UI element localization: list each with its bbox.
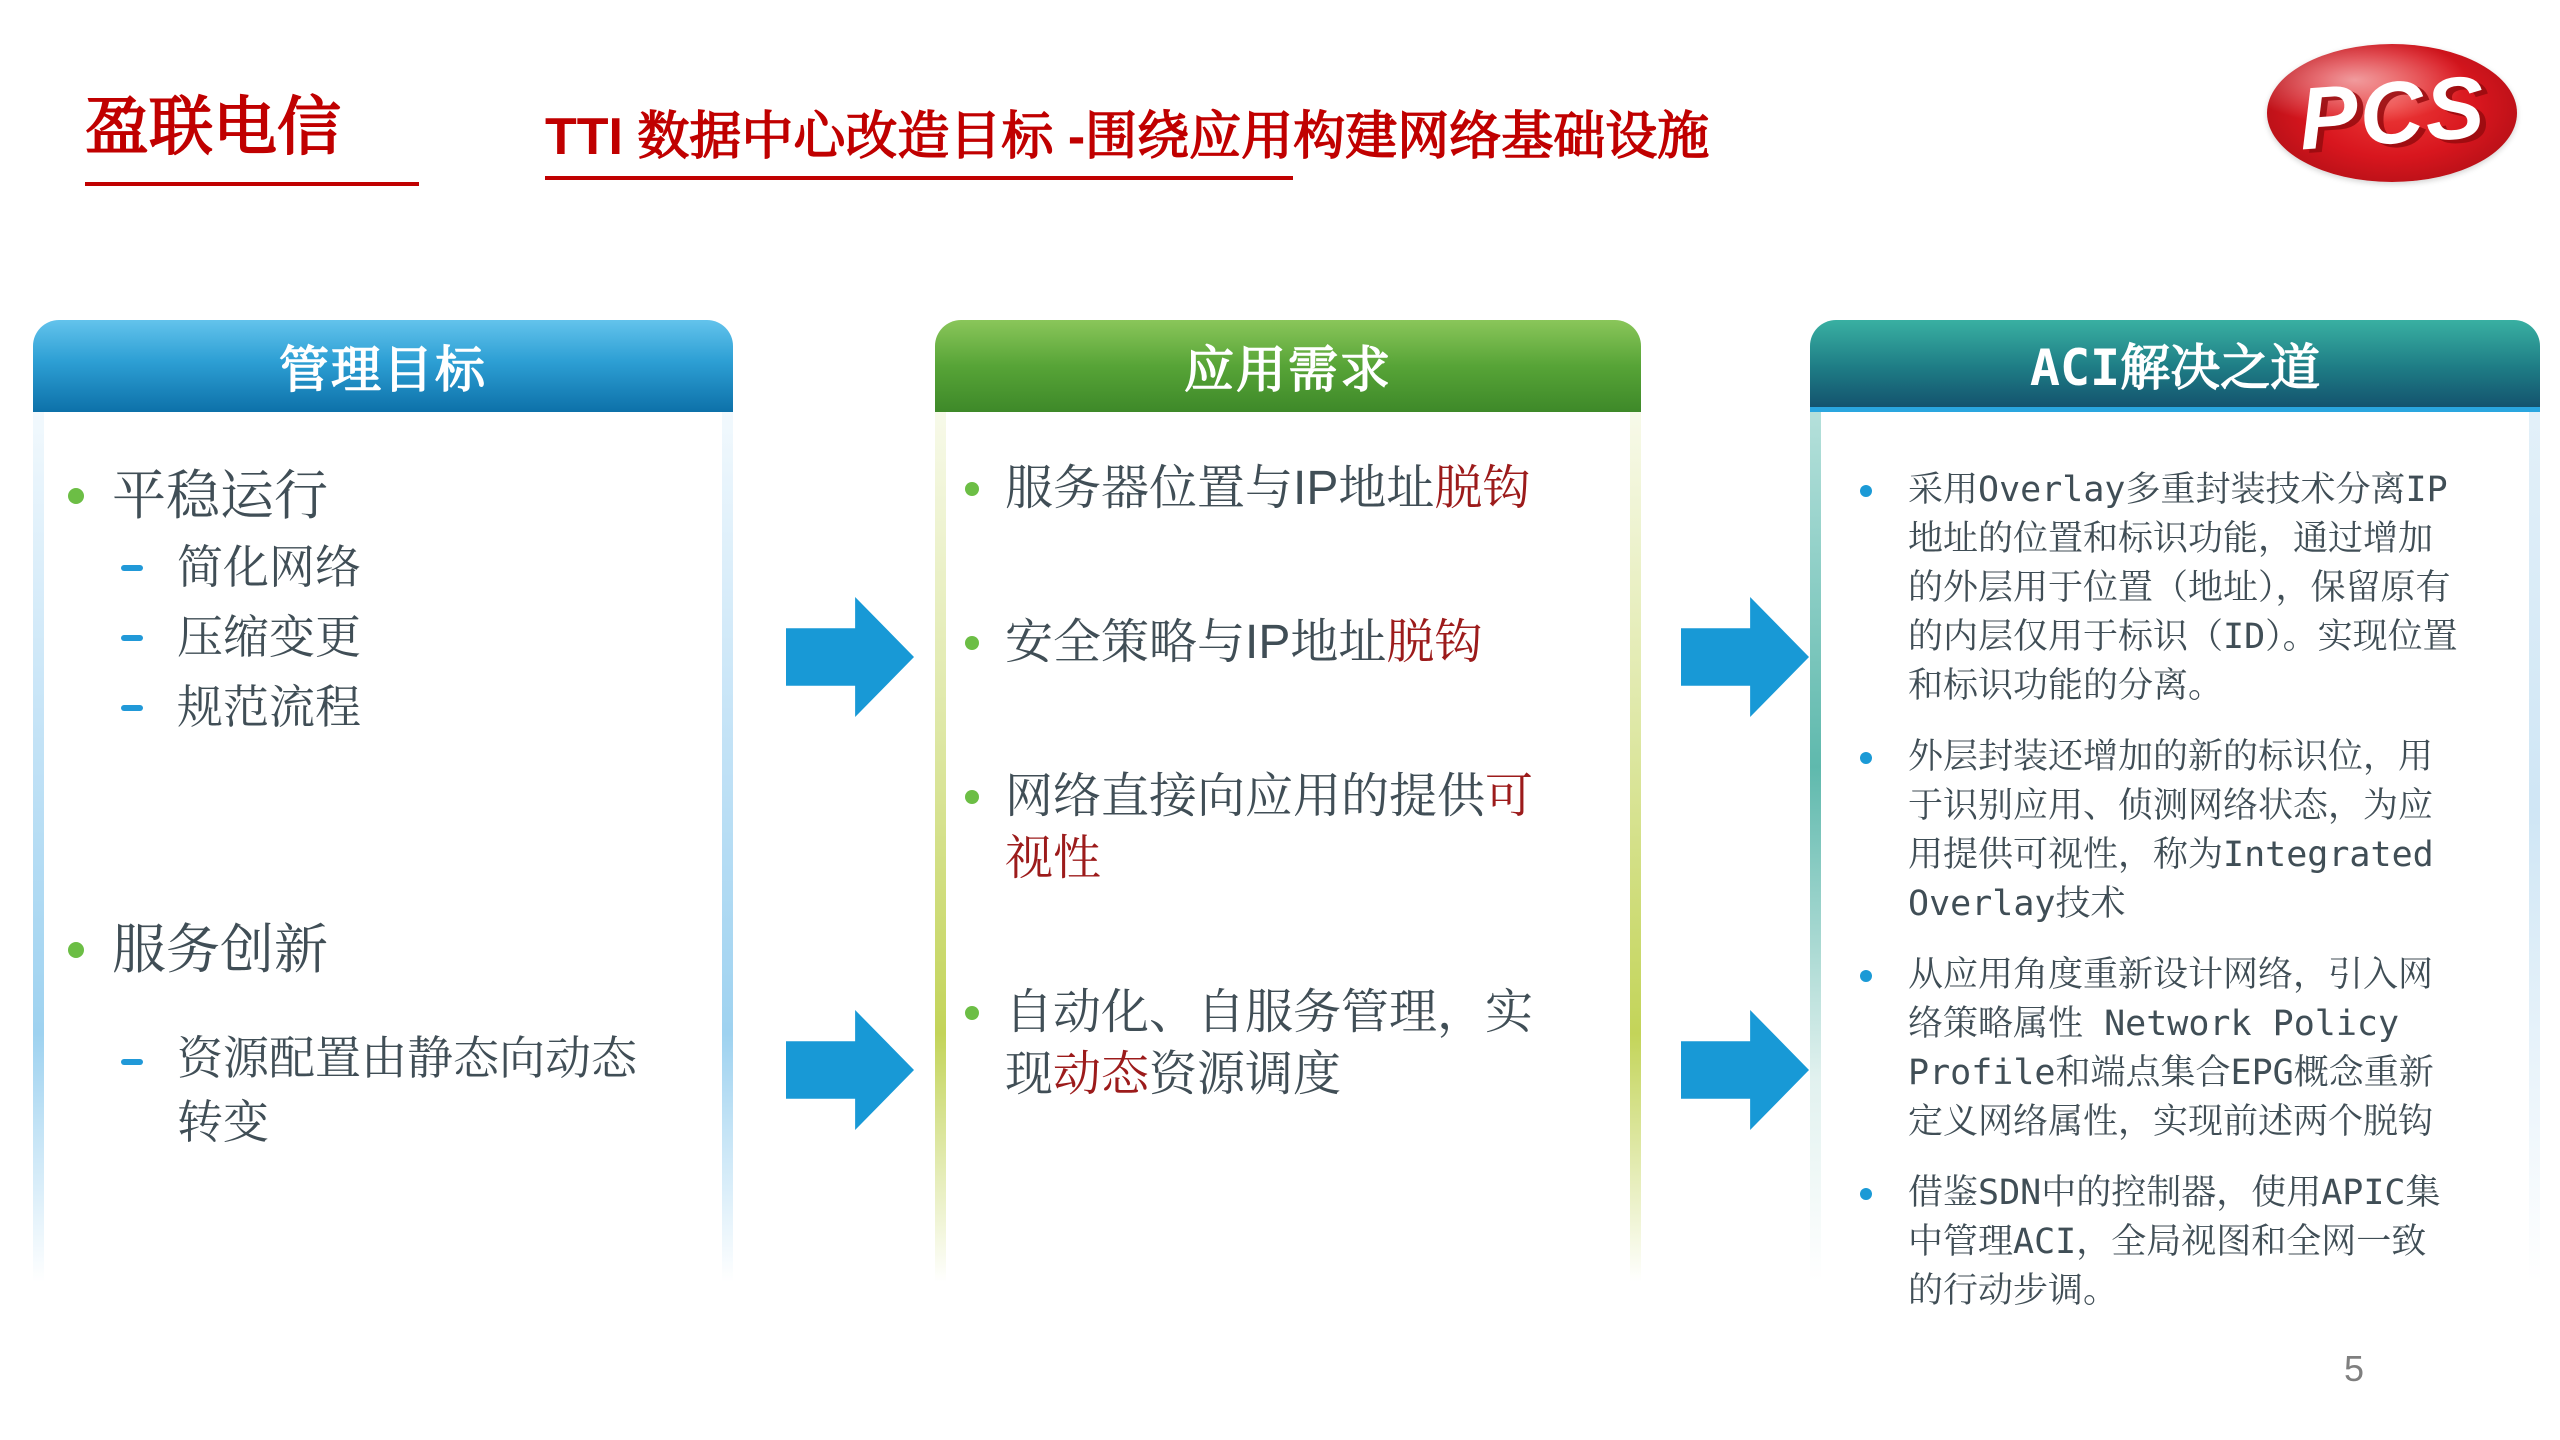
pcs-logo-text: PCS (2295, 56, 2489, 169)
panel-edge-left (1810, 412, 1821, 1300)
item-text (1005, 458, 1530, 520)
bullet-dot-icon (1860, 970, 1872, 982)
panel-edge-left (33, 412, 44, 1300)
item-text: 借鉴SDN中的控制器，使用APIC集中管理ACI，全局视图和全网一致的行动步调。 (1908, 1173, 2441, 1311)
group-title: 平稳运行 (112, 466, 328, 526)
list-item (1860, 951, 2540, 1147)
dash-bullet-icon (121, 565, 143, 571)
item-text: 外层封装还增加的新的标识位，用于识别应用、侦测网络状态，为应用提供可视性，称为Integrated Overlay技术 (1908, 737, 2434, 924)
bullet-dot-icon (1860, 1188, 1872, 1200)
panel-aci-solution-header: ACI解决之道 (1810, 320, 2540, 412)
slide-title-rest: 构建网络基础设施 (1293, 108, 1710, 166)
panel-application-requirements-body (935, 412, 1641, 1300)
list-item (121, 532, 713, 602)
item-text (1005, 982, 1565, 1106)
flow-arrow-icon (1681, 597, 1809, 717)
list-item (965, 612, 1641, 674)
dash-bullet-icon (121, 635, 143, 641)
item-text: 从应用角度重新设计网络，引入网络策略属性 Network Policy Profile和端点集合EPG概念重新定义网络属性，实现前述两个脱钩 (1908, 955, 2434, 1142)
bullet-dot-icon (965, 482, 979, 496)
bullet-dot-icon (965, 636, 979, 650)
goal-group-service-innovation (68, 914, 713, 1154)
slide-title-underlined: TTI 数据中心改造目标 -围绕应用 (545, 108, 1293, 180)
item-text-plain: 网络直接向应用的提供 (1005, 770, 1486, 823)
item-text (1005, 766, 1565, 890)
slide-title (545, 94, 1709, 169)
panel-edge-right (722, 412, 733, 1300)
list-item (965, 982, 1641, 1106)
item-text-emphasis: 脱钩 (1434, 462, 1531, 515)
bullet-dot-icon (68, 488, 84, 504)
goal-group-stable-operation (68, 460, 713, 742)
panel-aci-solution (1810, 320, 2540, 1311)
panel-edge-right (1630, 412, 1641, 1300)
sub-item-text: 简化网络 (177, 541, 361, 593)
page-number: 5 (2344, 1348, 2365, 1389)
panel-management-goals (33, 320, 733, 1300)
company-name: 盈联电信 (85, 76, 419, 186)
item-text-plain: 资源调度 (1149, 1048, 1342, 1101)
list-item (965, 458, 1641, 520)
list-item (68, 460, 713, 532)
list-item (121, 672, 713, 742)
list-item (1860, 466, 2540, 711)
bullet-dot-icon (1860, 752, 1872, 764)
item-text: 采用Overlay多重封装技术分离IP地址的位置和标识功能，通过增加的外层用于位置（地址），保留原有的内层仅用于标识（ID）。实现位置和标识功能的分离。 (1908, 470, 2458, 706)
list-item (121, 602, 713, 672)
sub-item-text: 资源配置由静态向动态转变 (177, 1032, 637, 1148)
flow-arrow-icon (786, 1010, 914, 1130)
panel-edge-right (2529, 412, 2540, 1300)
item-text-emphasis: 脱钩 (1386, 616, 1483, 669)
item-text-plain: 服务器位置与IP地址 (1005, 462, 1435, 515)
sub-item-text: 规范流程 (177, 681, 361, 733)
flow-arrow-icon (1681, 1010, 1809, 1130)
item-text-emphasis: 可视性 (1005, 770, 1534, 885)
panel-application-requirements-header: 应用需求 (935, 320, 1641, 412)
group-title: 服务创新 (112, 920, 328, 980)
dash-bullet-icon (121, 1059, 143, 1065)
sub-item-text: 压缩变更 (177, 611, 361, 663)
list-item (1860, 1169, 2540, 1316)
bullet-dot-icon (1860, 485, 1872, 497)
dash-bullet-icon (121, 705, 143, 711)
item-text (1005, 612, 1482, 674)
list-item (965, 766, 1641, 890)
list-item (68, 914, 713, 986)
item-text-plain: 自动化、自服务管理，实现 (1005, 986, 1534, 1101)
bullet-dot-icon (965, 790, 979, 804)
flow-arrow-icon (786, 597, 914, 717)
pcs-logo (2267, 44, 2517, 182)
bullet-dot-icon (68, 942, 84, 958)
panel-edge-left (935, 412, 946, 1300)
panel-management-goals-body (33, 412, 733, 1300)
panel-management-goals-header: 管理目标 (33, 320, 733, 412)
list-item (121, 986, 713, 1154)
bullet-dot-icon (965, 1006, 979, 1020)
panel-aci-solution-body (1810, 412, 2540, 1311)
item-text-plain: 安全策略与IP地址 (1005, 616, 1387, 669)
item-text-emphasis: 动态 (1053, 1048, 1150, 1101)
panel-application-requirements (935, 320, 1641, 1300)
list-item (1860, 733, 2540, 929)
